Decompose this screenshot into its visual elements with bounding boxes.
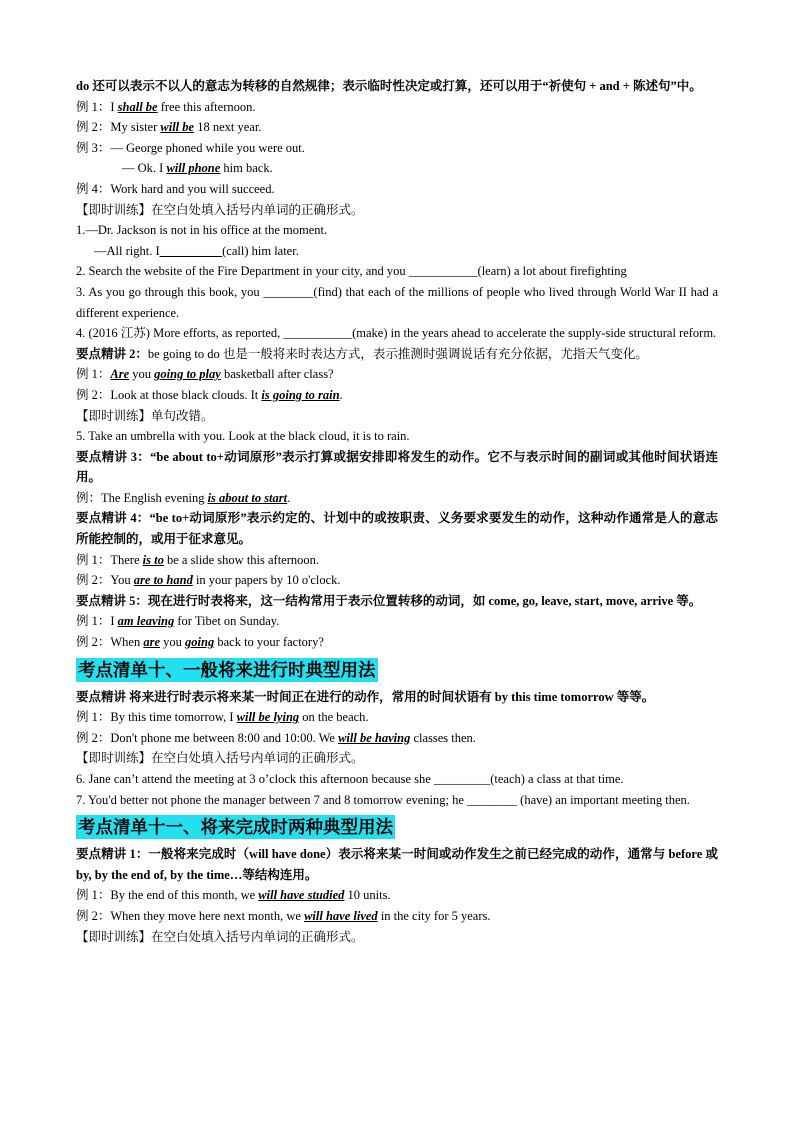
question-3: 3. As you go through this book, you ________(find) that each of the millions of people who lived through World War II had a different experience. [76, 284, 718, 320]
example-4: 例 4：Work hard and you will succeed. [76, 181, 275, 196]
answer-blank[interactable]: _________ [433, 772, 491, 786]
section-11-example-2: 例 2：When they move here next month, we will have lived in the city for 5 years. [76, 908, 491, 923]
answer-blank[interactable]: ________ [467, 792, 518, 807]
question-2: 2. Search the website of the Fire Department in your city, and you ___________(learn) a lot about firefighting [76, 264, 627, 279]
question-7: 7. You'd better not phone the manager between 7 and 8 tomorrow evening; he ________ (have) an important meeting then. [76, 792, 690, 807]
section-10-heading-block [76, 653, 718, 687]
point-5: 要点精讲 5：现在进行时表将来，这一结构常用于表示位置转移的动词，如 come, go, leave, start, move, arrive 等。 [76, 593, 702, 608]
section-10-example-1: 例 1：By this time tomorrow, I will be lying on the beach. [76, 710, 369, 725]
point-5-example-1: 例 1：I am leaving for Tibet on Sunday. [76, 614, 280, 629]
question-6: 6. Jane can’t attend the meeting at 3 o’clock this afternoon because she _________(teach) a class at that time. [76, 772, 624, 786]
question-1-reply: —All right. I__________(call) him later. [94, 243, 299, 258]
point-5-example-2: 例 2：When are you going back to your factory? [76, 635, 324, 650]
section-11-example-1: 例 1：By the end of this month, we will have studied 10 units. [76, 888, 391, 903]
answer-blank[interactable]: __________ [159, 243, 223, 258]
example-3: 例 3：— George phoned while you were out. [76, 140, 305, 155]
point-2: 要点精讲 2：be going to do 也是一般将来时表达方式，表示推测时强调说话有充分依据，尤指天气变化。 [76, 346, 648, 361]
answer-blank[interactable]: ___________ [283, 326, 353, 341]
drill-heading: 【即时训练】单句改错。 [76, 408, 214, 423]
section-10-example-2: 例 2：Don't phone me between 8:00 and 10:00. We will be having classes then. [76, 730, 476, 745]
example-3-reply: — Ok. I will phone him back. [122, 161, 273, 176]
question-5: 5. Take an umbrella with you. Look at the black cloud, it is to rain. [76, 429, 410, 444]
drill-heading: 【即时训练】在空白处填入括号内单词的正确形式。 [76, 751, 364, 766]
point-2-example-2: 例 2：Look at those black clouds. It is going to rain. [76, 387, 343, 402]
para-do-usage: do 还可以表示不以人的意志为转移的自然规律；表示临时性决定或打算，还可以用于“祈使句 + and + 陈述句”中。 [76, 79, 702, 93]
drill-heading: 【即时训练】在空白处填入括号内单词的正确形式。 [76, 929, 364, 944]
example-1: 例 1：I shall be free this afternoon. [76, 99, 256, 114]
section-11-heading-block [76, 810, 718, 844]
point-3: 要点精讲 3：“be about to+动词原形”表示打算或据安排即将发生的动作。它不与表示时间的副词或其他时间状语连用。 [76, 449, 718, 485]
point-3-example: 例：The English evening is about to start. [76, 490, 291, 505]
question-1: 1.—Dr. Jackson is not in his office at the moment. [76, 223, 328, 238]
point-4: 要点精讲 4：“be to+动词原形”表示约定的、计划中的或按职责、义务要求要发生的动作，这种动作通常是人的意志所能控制的，或用于征求意见。 [76, 511, 718, 547]
drill-heading: 【即时训练】在空白处填入括号内单词的正确形式。 [76, 202, 364, 217]
point-2-example-1: 例 1：Are you going to play basketball after class? [76, 367, 334, 382]
point-4-example-1: 例 1：There is to be a slide show this afternoon. [76, 552, 320, 567]
section-heading: 考点清单十一、将来完成时两种典型用法 [78, 817, 393, 838]
document-page [76, 76, 718, 947]
question-4: 4. (2016 江苏) More efforts, as reported, ___________(make) in the years ahead to accelerate the supply-side structural reform. [76, 326, 717, 341]
section-heading: 考点清单十、一般将来进行时典型用法 [78, 659, 376, 680]
answer-blank[interactable]: ___________ [408, 264, 478, 279]
answer-blank[interactable]: ________ [263, 284, 314, 299]
section-11-point: 要点精讲 1：一般将来完成时（will have done）表示将来某一时间或动作发生之前已经完成的动作，通常与 before 或 by, by the end of, by the time…等结构连用。 [76, 847, 718, 882]
example-2: 例 2：My sister will be 18 next year. [76, 120, 262, 135]
section-10-point: 要点精讲 将来进行时表示将来某一时间正在进行的动作，常用的时间状语有 by this time tomorrow 等等。 [76, 689, 655, 704]
point-4-example-2: 例 2：You are to hand in your papers by 10 o'clock. [76, 573, 341, 588]
